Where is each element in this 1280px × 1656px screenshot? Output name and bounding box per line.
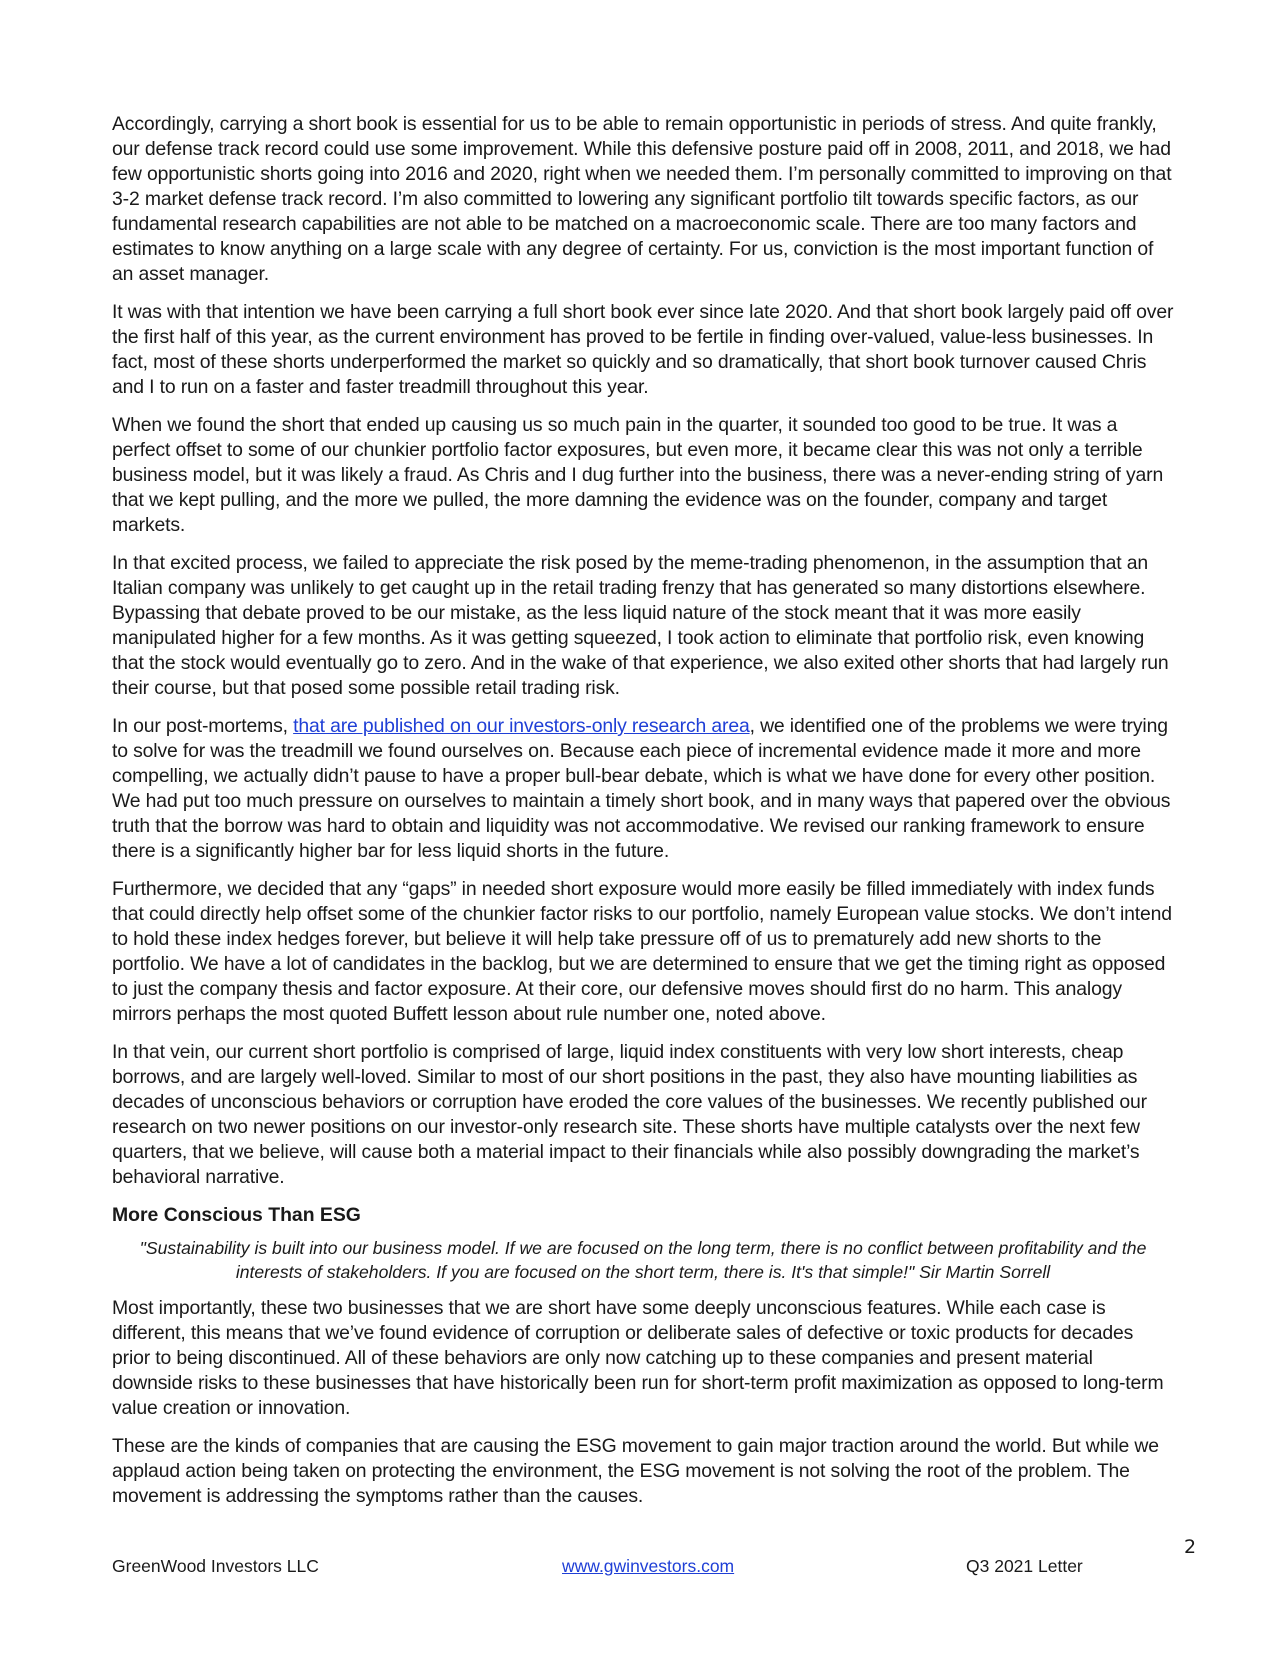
footer-letter-label: Q3 2021 Letter xyxy=(966,1556,1083,1576)
research-area-link[interactable]: that are published on our investors-only research area xyxy=(293,715,750,737)
paragraph-short-book: Accordingly, carrying a short book is essential for us to be able to remain opportunistic in periods of stress. And quite frankly, our defense track record could use some improvement. While this defensive posture paid off in 2008, 2011, and 2018, we had few opportunistic shorts going into 2016 and 2020, right when we needed them. I’m personally committed to improving on that 3-2 market defense track record. I’m also committed to lowering any significant portfolio tilt towards specific factors, as our fundamental research capabilities are not able to be matched on a macroeconomic scale. There are too many factors and estimates to know anything on a large scale with any degree of certainty. For us, conviction is the most important function of an asset manager. xyxy=(112,113,1172,285)
sorrell-quote: "Sustainability is built into our business model. If we are focused on the long term, there is no conflict between profitability and the interests of stakeholders. If you are focused on the short term, there is. It's that simple!" Sir Martin Sorrell xyxy=(139,1238,1147,1282)
footer-company: GreenWood Investors LLC xyxy=(112,1556,319,1576)
paragraph-full-short-book: It was with that intention we have been carrying a full short book ever since late 2020. And that short book largely paid off over the first half of this year, as the current environment has proved to be fertile in finding over-valued, value-less businesses. In fact, most of these shorts underperformed the market so quickly and so dramatically, that short book turnover caused Chris and I to run on a faster and faster treadmill throughout this year. xyxy=(112,301,1174,398)
section-heading: More Conscious Than ESG xyxy=(112,1204,361,1226)
footer-website-link[interactable]: www.gwinvestors.com xyxy=(562,1556,735,1576)
post-mortems-text-after: , we identified one of the problems we were trying to solve for was the treadmill we found ourselves on. Because each piece of incremental evidence made it more and more compelling, we actually didn’t pause to have a proper bull-bear debate, which is what we have done for every other position. We had put too much pressure on ourselves to maintain a timely short book, and in many ways that papered over the obvious truth that the borrow was hard to obtain and liquidity was not accommodative. We revised our ranking framework to ensure there is a significantly higher bar for less liquid shorts in the future. xyxy=(112,715,1171,862)
paragraph-meme-trading: In that excited process, we failed to appreciate the risk posed by the meme-trading phenomenon, in the assumption that an Italian company was unlikely to get caught up in the retail trading frenzy that has generated so many distortions elsewhere. Bypassing that debate proved to be our mistake, as the less liquid nature of the stock meant that it was more easily manipulated higher for a few months. As it was getting squeezed, I took action to eliminate that portfolio risk, even knowing that the stock would eventually go to zero. And in the wake of that experience, we also exited other shorts that had largely run their course, but that posed some possible retail trading risk. xyxy=(112,552,1169,699)
paragraph-index-hedges: Furthermore, we decided that any “gaps” in needed short exposure would more easily be filled immediately with index funds that could directly help offset some of the chunkier factor risks to our portfolio, namely European value stocks. We don’t intend to hold these index hedges forever, but believe it will help take pressure off of us to prematurely add new shorts to the portfolio. We have a lot of candidates in the backlog, but we are determined to ensure that we get the timing right as opposed to just the company thesis and factor exposure. At their core, our defensive moves should first do no harm. This analogy mirrors perhaps the most quoted Buffett lesson about rule number one, noted above. xyxy=(112,878,1172,1025)
paragraph-unconscious-features: Most importantly, these two businesses that we are short have some deeply unconscious features. While each case is different, this means that we’ve found evidence of corruption or deliberate sales of defective or toxic products for decades prior to being discontinued. All of these behaviors are only now catching up to these companies and present material downside risks to these businesses that have historically been run for short-term profit maximization as opposed to long-term value creation or innovation. xyxy=(112,1297,1164,1419)
paragraph-painful-short: When we found the short that ended up causing us so much pain in the quarter, it sounded too good to be true. It was a perfect offset to some of our chunkier portfolio factor exposures, but even more, it became clear this was not only a terrible business model, but it was likely a fraud. As Chris and I dug further into the business, there was a never-ending string of yarn that we kept pulling, and the more we pulled, the more damning the evidence was on the founder, company and target markets. xyxy=(112,414,1164,536)
paragraph-current-shorts: In that vein, our current short portfolio is comprised of large, liquid index constituents with very low short interests, cheap borrows, and are largely well-loved. Similar to most of our short positions in the past, they also have mounting liabilities as decades of unconscious behaviors or corruption have eroded the core values of the businesses. We recently published our research on two newer positions on our investor-only research site. These shorts have multiple catalysts over the next few quarters, that we believe, will cause both a material impact to their financials while also possibly downgrading the market’s behavioral narrative. xyxy=(112,1041,1147,1188)
paragraph-post-mortems xyxy=(112,714,1174,864)
paragraph-esg-movement: These are the kinds of companies that are causing the ESG movement to gain major traction around the world. But while we applaud action being taken on protecting the environment, the ESG movement is not solving the root of the problem. The movement is addressing the symptoms rather than the causes. xyxy=(112,1435,1159,1507)
post-mortems-text-before: In our post-mortems, xyxy=(112,715,294,737)
letter-body xyxy=(112,112,1174,1522)
page-number: 2 xyxy=(1184,1536,1197,1558)
